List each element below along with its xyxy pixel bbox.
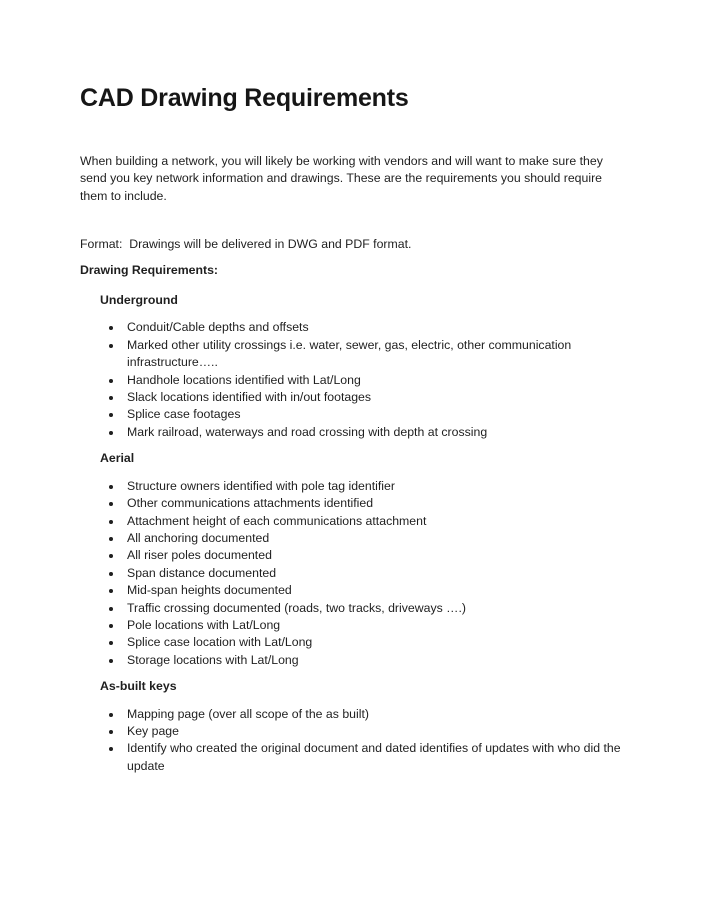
list-item: • Mark railroad, waterways and road crossing with depth at crossing bbox=[123, 424, 636, 441]
underground-bullet-list bbox=[80, 319, 636, 441]
list-item: • All riser poles documented bbox=[123, 547, 636, 564]
list-item: • Storage locations with Lat/Long bbox=[123, 652, 636, 669]
list-item: • Attachment height of each communications attachment bbox=[123, 513, 636, 530]
list-item: • All anchoring documented bbox=[123, 530, 636, 547]
list-item: • Other communications attachments identified bbox=[123, 495, 636, 512]
list-item: • Mapping page (over all scope of the as built) bbox=[123, 706, 636, 723]
list-item: • Structure owners identified with pole tag identifier bbox=[123, 478, 636, 495]
list-item: • Mid-span heights documented bbox=[123, 582, 636, 599]
list-item: • Span distance documented bbox=[123, 565, 636, 582]
list-item: • Handhole locations identified with Lat/Long bbox=[123, 372, 636, 389]
list-item: • Conduit/Cable depths and offsets bbox=[123, 319, 636, 336]
intro-paragraph: When building a network, you will likely be working with vendors and will want to make sure they send you key network information and drawings. These are the requirements you should require them to include. bbox=[80, 154, 603, 203]
section-heading-as-built-keys: As-built keys bbox=[100, 679, 177, 694]
aerial-bullet-list bbox=[80, 478, 636, 669]
list-item: • Key page bbox=[123, 723, 636, 740]
section-as-built-keys bbox=[80, 678, 636, 775]
list-item: • Splice case footages bbox=[123, 406, 636, 423]
section-heading-aerial: Aerial bbox=[100, 451, 135, 466]
as-built-keys-bullet-list bbox=[80, 706, 636, 776]
page-title: CAD Drawing Requirements bbox=[80, 84, 409, 112]
list-item: • Splice case location with Lat/Long bbox=[123, 634, 636, 651]
list-item: • Marked other utility crossings i.e. water, sewer, gas, electric, other communication infrastructure….. bbox=[123, 337, 636, 372]
list-item: • Pole locations with Lat/Long bbox=[123, 617, 636, 634]
drawing-requirements-heading: Drawing Requirements: bbox=[80, 262, 219, 277]
list-item: • Slack locations identified with in/out footages bbox=[123, 389, 636, 406]
section-heading-underground: Underground bbox=[100, 293, 178, 308]
format-line: Format: Drawings will be delivered in DWG and PDF format. bbox=[80, 237, 412, 252]
list-item: • Traffic crossing documented (roads, two tracks, driveways ….) bbox=[123, 600, 636, 617]
section-aerial bbox=[80, 450, 636, 669]
section-underground bbox=[80, 292, 636, 441]
list-item: • Identify who created the original document and dated identifies of updates with who did the update bbox=[123, 740, 636, 775]
